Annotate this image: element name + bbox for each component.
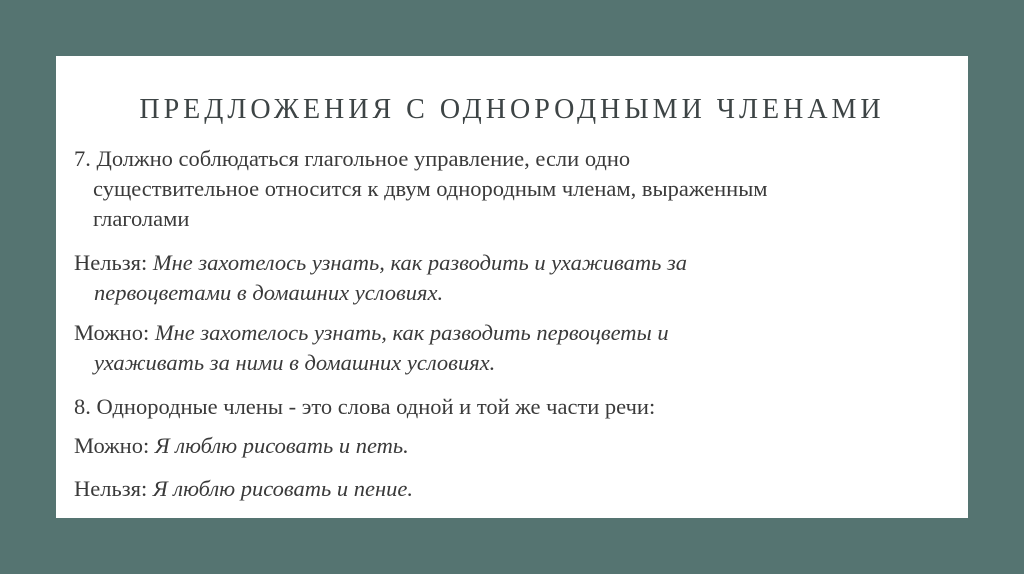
example-1-incorrect-line-2: первоцветами в домашних условиях. bbox=[94, 280, 444, 305]
rule-7 bbox=[74, 144, 768, 234]
example-2-incorrect-text: Я люблю рисовать и пение. bbox=[152, 476, 413, 501]
example-1-incorrect-line-1: Мне захотелось узнать, как разводить и ухаживать за bbox=[152, 250, 688, 275]
slide bbox=[56, 56, 968, 518]
rule-7-line-2: существительное относится к двум однородным членам, выраженным bbox=[93, 176, 768, 201]
rule-7-line-3: глаголами bbox=[93, 206, 190, 231]
example-1-correct bbox=[74, 318, 669, 378]
example-1-incorrect bbox=[74, 248, 687, 308]
example-2-correct-label: Можно: bbox=[74, 433, 155, 458]
example-2-correct bbox=[74, 431, 409, 461]
example-2-incorrect bbox=[74, 474, 413, 504]
example-1-correct-line-1: Мне захотелось узнать, как разводить первоцветы и bbox=[154, 320, 669, 345]
rule-8-text: 8. Однородные члены - это слова одной и той же части речи: bbox=[74, 394, 656, 419]
example-2-incorrect-label: Нельзя: bbox=[74, 476, 153, 501]
rule-8 bbox=[74, 392, 655, 422]
slide-title: ПРЕДЛОЖЕНИЯ С ОДНОРОДНЫМИ ЧЛЕНАМИ bbox=[139, 94, 885, 125]
example-2-correct-text: Я люблю рисовать и петь. bbox=[154, 433, 409, 458]
example-1-incorrect-label: Нельзя: bbox=[74, 250, 153, 275]
example-1-correct-line-2: ухаживать за ними в домашних условиях. bbox=[94, 350, 496, 375]
example-1-correct-label: Можно: bbox=[74, 320, 155, 345]
rule-7-line-1: 7. Должно соблюдаться глагольное управление, если одно bbox=[74, 146, 631, 171]
